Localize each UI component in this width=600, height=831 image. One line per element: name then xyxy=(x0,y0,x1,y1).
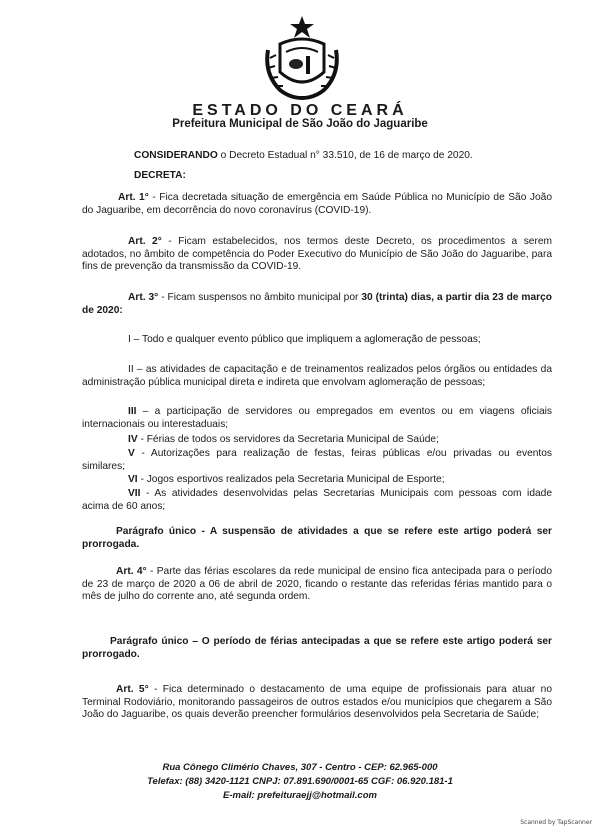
paragrafo-label: Parágrafo único xyxy=(110,636,189,647)
coat-of-arms-icon xyxy=(262,14,342,102)
art3-item xyxy=(82,434,552,447)
art3-paragrafo xyxy=(82,526,552,551)
paragrafo-text: - A suspensão de atividades a que se refere este artigo poderá ser prorrogada. xyxy=(82,526,553,550)
item-text: – Todo e qualquer evento público que impliquem a aglomeração de pessoas; xyxy=(130,334,481,345)
art2-label: Art. 2° xyxy=(128,236,162,247)
art3-paragraph xyxy=(82,292,552,317)
considerando-paragraph xyxy=(82,150,552,163)
footer-address: Rua Cônego Climério Chaves, 307 - Centro - CEP: 62.965-000 xyxy=(162,762,438,773)
item-text: – as atividades de capacitação e de treinamentos realizados pelos órgãos ou entidades da administração pública municipal direta e indireta que envolvam aglomeração de pessoas; xyxy=(82,364,552,388)
considerando-lead: CONSIDERANDO xyxy=(134,150,218,161)
art3-item xyxy=(82,474,552,487)
paragrafo-label: Parágrafo único xyxy=(116,526,197,537)
item-number: II xyxy=(128,364,134,375)
art2-text: - Ficam estabelecidos, nos termos deste Decreto, os procedimentos a serem adotados, no âmbito de competência do Poder Executivo do Município de São João do Jaguaribe, para fins de prevenção da transmissão da COVID-19. xyxy=(82,236,552,273)
item-text: - Férias de todos os servidores da Secretaria Municipal de Saúde; xyxy=(137,434,439,445)
art3-item xyxy=(82,488,552,513)
art3-item xyxy=(82,406,552,431)
art3-item xyxy=(82,364,552,389)
prefeitura-name: Prefeitura Municipal de São João do Jaguaribe xyxy=(172,118,428,130)
scanner-watermark: Scanned by TapScanner xyxy=(520,819,592,826)
art3-item xyxy=(82,334,552,347)
item-number: IV xyxy=(128,434,138,445)
art4-text: - Parte das férias escolares da rede municipal de ensino fica antecipada para o período de 23 de março de 2020 a 06 de abril de 2020, ficando o restante das referidas férias mantido para o mês de julho do corrente ano, até segunda ordem. xyxy=(82,566,552,603)
footer-email: E-mail: prefeituraejj@hotmail.com xyxy=(223,790,377,801)
footer-phone: Telefax: (88) 3420-1121 CNPJ: 07.891.690/0001-65 CGF: 06.920.181-1 xyxy=(147,776,453,787)
art3-bold: 30 (trinta) dias, a partir dia 23 de março de 2020: xyxy=(82,292,552,316)
item-text: - Autorizações para realização de festas, feiras públicas e/ou privadas ou eventos similares; xyxy=(82,448,552,472)
item-number: VII xyxy=(128,488,141,499)
state-title: ESTADO DO CEARÁ xyxy=(192,102,408,119)
art5-text: - Fica determinado o destacamento de uma equipe de profissionais para atuar no Terminal Rodoviário, monitorando passageiros de outros estados e/ou municípios que chegarem a São João do Jaguaribe, os quais deverão preencher formulários desenvolvidos pela Secretaria de Saúde; xyxy=(82,684,552,721)
art4-paragrafo xyxy=(82,636,552,661)
art3-item xyxy=(82,448,552,473)
art4-label: Art. 4° xyxy=(116,566,147,577)
item-number: V xyxy=(128,448,135,459)
art5-paragraph xyxy=(82,684,552,722)
paragrafo-text: – O período de férias antecipadas a que se refere este artigo poderá ser prorrogado. xyxy=(82,636,552,660)
art4-paragraph xyxy=(82,566,552,604)
item-text: – a participação de servidores ou empregados em eventos ou em viagens oficiais internacionais ou interestaduais; xyxy=(82,406,552,430)
item-number: VI xyxy=(128,474,138,485)
item-text: - As atividades desenvolvidas pelas Secretarias Municipais com pessoas com idade acima de 60 anos; xyxy=(82,488,552,512)
art2-paragraph xyxy=(82,236,552,274)
considerando-text: o Decreto Estadual n° 33.510, de 16 de março de 2020. xyxy=(217,150,473,161)
art1-label: Art. 1° xyxy=(118,192,149,203)
item-number: III xyxy=(128,406,137,417)
art1-paragraph xyxy=(82,192,552,217)
art3-label: Art. 3° xyxy=(128,292,159,303)
art5-label: Art. 5° xyxy=(116,684,149,695)
art1-text: - Fica decretada situação de emergência em Saúde Pública no Município de São João do Jaguaribe, em decorrência do novo coronavírus (COVID-19). xyxy=(82,192,552,216)
art3-text: - Ficam suspensos no âmbito municipal por xyxy=(158,292,362,303)
item-number: I xyxy=(128,334,131,345)
decreta-heading: DECRETA: xyxy=(134,170,186,181)
item-text: - Jogos esportivos realizados pela Secretaria Municipal de Esporte; xyxy=(137,474,445,485)
